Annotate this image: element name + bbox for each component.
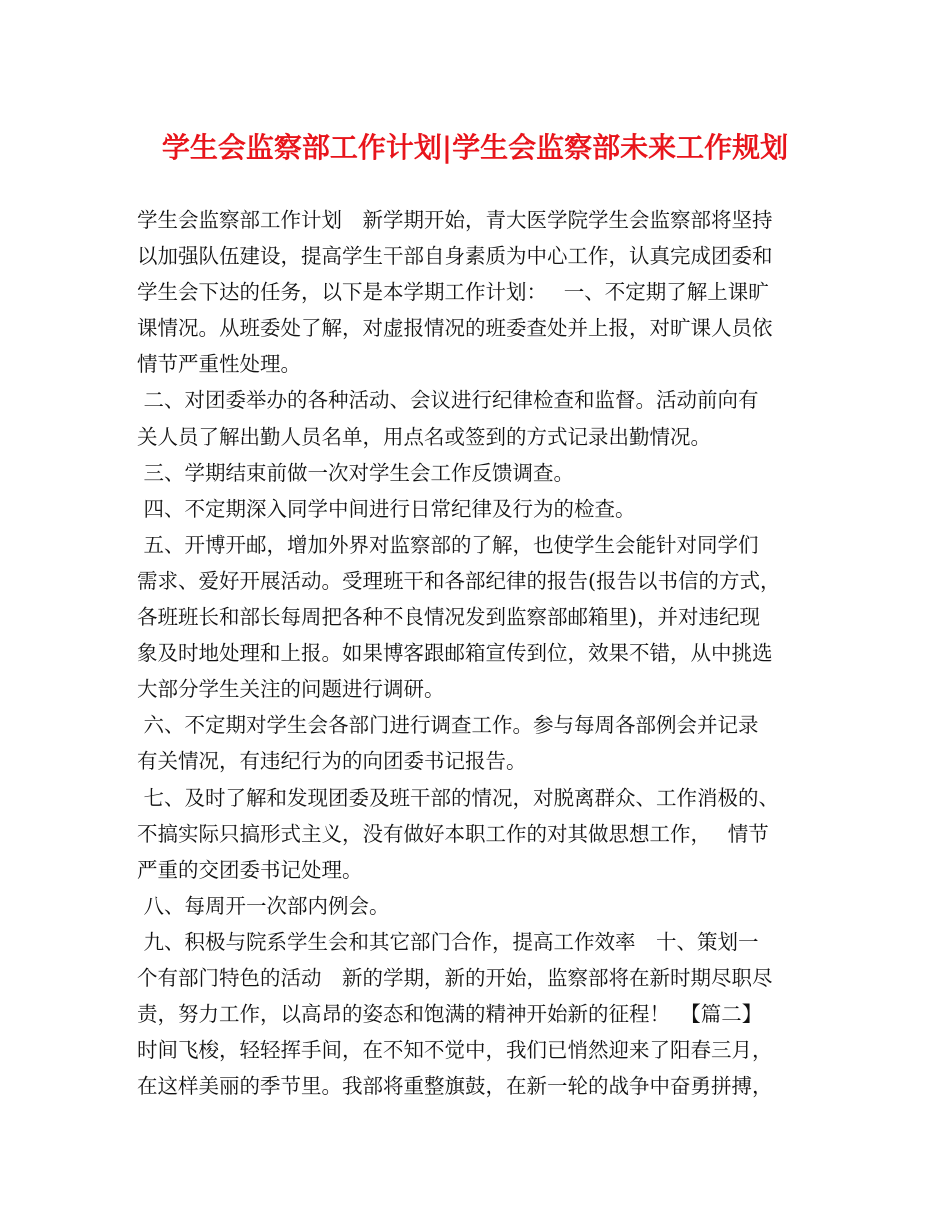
body-line: 四、不定期深入同学中间进行日常纪律及行为的检查。 bbox=[137, 496, 636, 521]
body-line: 象及时地处理和上报。如果博客跟邮箱宣传到位，效果不错，从中挑选 bbox=[137, 641, 773, 666]
body-line: 个有部门特色的活动 新的学期，新的开始，监察部将在新时期尽职尽 bbox=[137, 965, 773, 990]
body-line: 关人员了解出勤人员名单，用点名或签到的方式记录出勤情况。 bbox=[137, 424, 711, 449]
body-line: 九、积极与院系学生会和其它部门合作，提高工作效率 十、策划一 bbox=[137, 929, 759, 954]
body-line: 时间飞梭，轻轻挥手间，在不知不觉中，我们已悄然迎来了阳春三月， bbox=[137, 1038, 773, 1063]
body-line: 八、每周开一次部内例会。 bbox=[137, 893, 390, 918]
body-line: 七、及时了解和发现团委及班干部的情况，对脱离群众、工作消极的、 bbox=[137, 785, 780, 810]
body-line: 大部分学生关注的问题进行调研。 bbox=[137, 677, 445, 702]
body-line: 以加强队伍建设，提高学生干部自身素质为中心工作，认真完成团委和 bbox=[137, 244, 773, 269]
body-line: 责，努力工作，以高昂的姿态和饱满的精神开始新的征程！ 【篇二】 bbox=[137, 1002, 763, 1027]
body-line: 有关情况，有违纪行为的向团委书记报告。 bbox=[137, 749, 527, 774]
body-line: 三、学期结束前做一次对学生会工作反馈调查。 bbox=[137, 460, 575, 485]
body-line: 在这样美丽的季节里。我部将重整旗鼓，在新一轮的战争中奋勇拼搏， bbox=[137, 1074, 773, 1099]
body-line: 学生会监察部工作计划 新学期开始，青大医学院学生会监察部将坚持 bbox=[137, 208, 773, 232]
body-line: 情节严重性处理。 bbox=[137, 352, 301, 377]
body-line: 不搞实际只搞形式主义，没有做好本职工作的对其做思想工作， 情节 bbox=[137, 821, 769, 846]
body-line: 学生会下达的任务，以下是本学期工作计划： 一、不定期了解上课旷 bbox=[137, 280, 769, 305]
body-line: 五、开博开邮，增加外界对监察部的了解，也使学生会能针对同学们 bbox=[137, 532, 759, 557]
document-body bbox=[137, 202, 827, 1104]
body-line: 六、不定期对学生会各部门进行调查工作。参与每周各部例会并记录 bbox=[137, 713, 759, 738]
document-title: 学生会监察部工作计划|学生会监察部未来工作规划 bbox=[161, 131, 789, 164]
body-line: 各班班长和部长每周把各种不良情况发到监察部邮箱里)，并对违纪现 bbox=[137, 605, 760, 630]
body-line: 课情况。从班委处了解，对虚报情况的班委查处并上报，对旷课人员依 bbox=[137, 316, 773, 341]
body-line: 需求、爱好开展活动。受理班干和各部纪律的报告(报告以书信的方式， bbox=[137, 568, 781, 593]
body-line: 二、对团委举办的各种活动、会议进行纪律检查和监督。活动前向有 bbox=[137, 388, 759, 413]
body-line: 严重的交团委书记处理。 bbox=[137, 857, 363, 882]
